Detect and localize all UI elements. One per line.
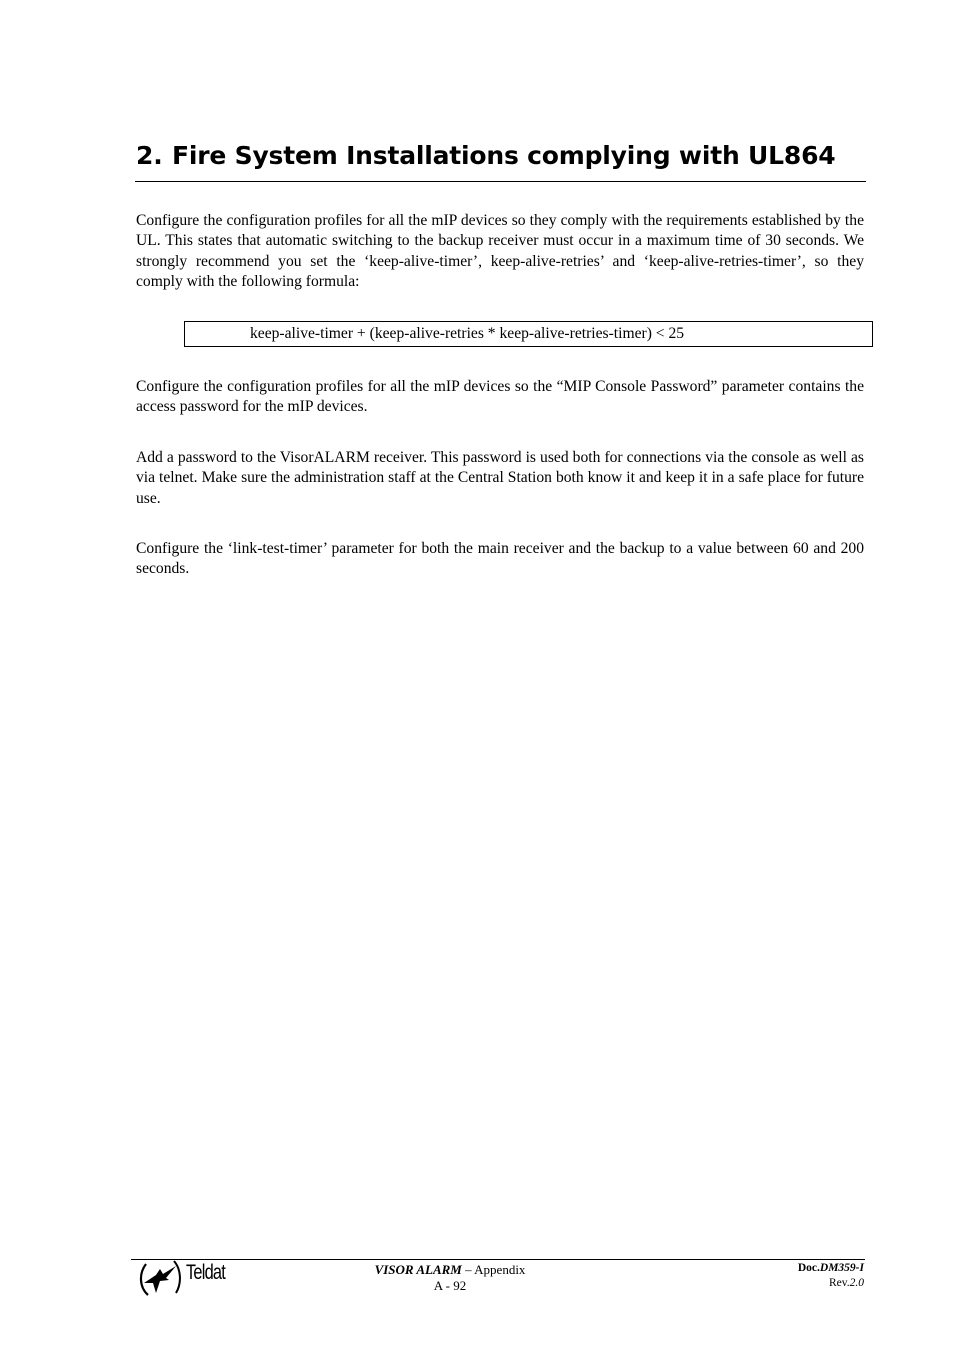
- intro-paragraph: Configure the configuration profiles for all the mIP devices so they comply with the requirements established by the UL. This states that automatic switching to the backup receiver must occur in a maximum time of 30 seconds. We strongly recommend you set the ‘keep-alive-timer’, keep-alive-retries’ and ‘keep-alive-retries-timer’, so they comply with the following formula:: [136, 212, 864, 290]
- footer-title-line: [330, 1262, 570, 1278]
- footer-section: – Appendix: [461, 1262, 526, 1277]
- receiver-password-paragraph: Add a password to the VisorALARM receiver. This password is used both for connections via the console as well as via telnet. Make sure the administration staff at the Central Station both know it and keep it in a safe place for future use.: [136, 449, 864, 507]
- teldat-logo: [136, 1259, 246, 1299]
- link-test-timer-paragraph: Configure the ‘link-test-timer’ parameter for both the main receiver and the backup to a value between 60 and 200 seconds.: [136, 540, 864, 578]
- console-password-paragraph: Configure the configuration profiles for all the mIP devices so the “MIP Console Password” parameter contains the access password for the mIP devices.: [136, 378, 864, 416]
- rev-number: 2.0: [849, 1277, 864, 1289]
- revision: [798, 1276, 864, 1291]
- section-number: 2.: [136, 141, 163, 170]
- bird-logo-icon: [136, 1259, 192, 1299]
- footer-product: VISOR ALARM: [374, 1262, 462, 1277]
- footer-center: [330, 1262, 570, 1294]
- logo-wordmark: Teldat: [186, 1261, 226, 1284]
- page-number: A - 92: [433, 1278, 467, 1293]
- section-title: Fire System Installations complying with UL864: [172, 141, 836, 170]
- doc-reference: [798, 1261, 864, 1276]
- footer-right: [798, 1261, 864, 1291]
- formula-text: keep-alive-timer + (keep-alive-retries * keep-alive-retries-timer) < 25: [250, 325, 685, 342]
- doc-label: Doc.: [797, 1262, 820, 1274]
- section-heading: [136, 140, 866, 172]
- doc-code: DM359-I: [819, 1262, 864, 1274]
- formula-box: [184, 321, 873, 347]
- heading-underline: [135, 181, 866, 182]
- rev-label: Rev.: [828, 1277, 850, 1289]
